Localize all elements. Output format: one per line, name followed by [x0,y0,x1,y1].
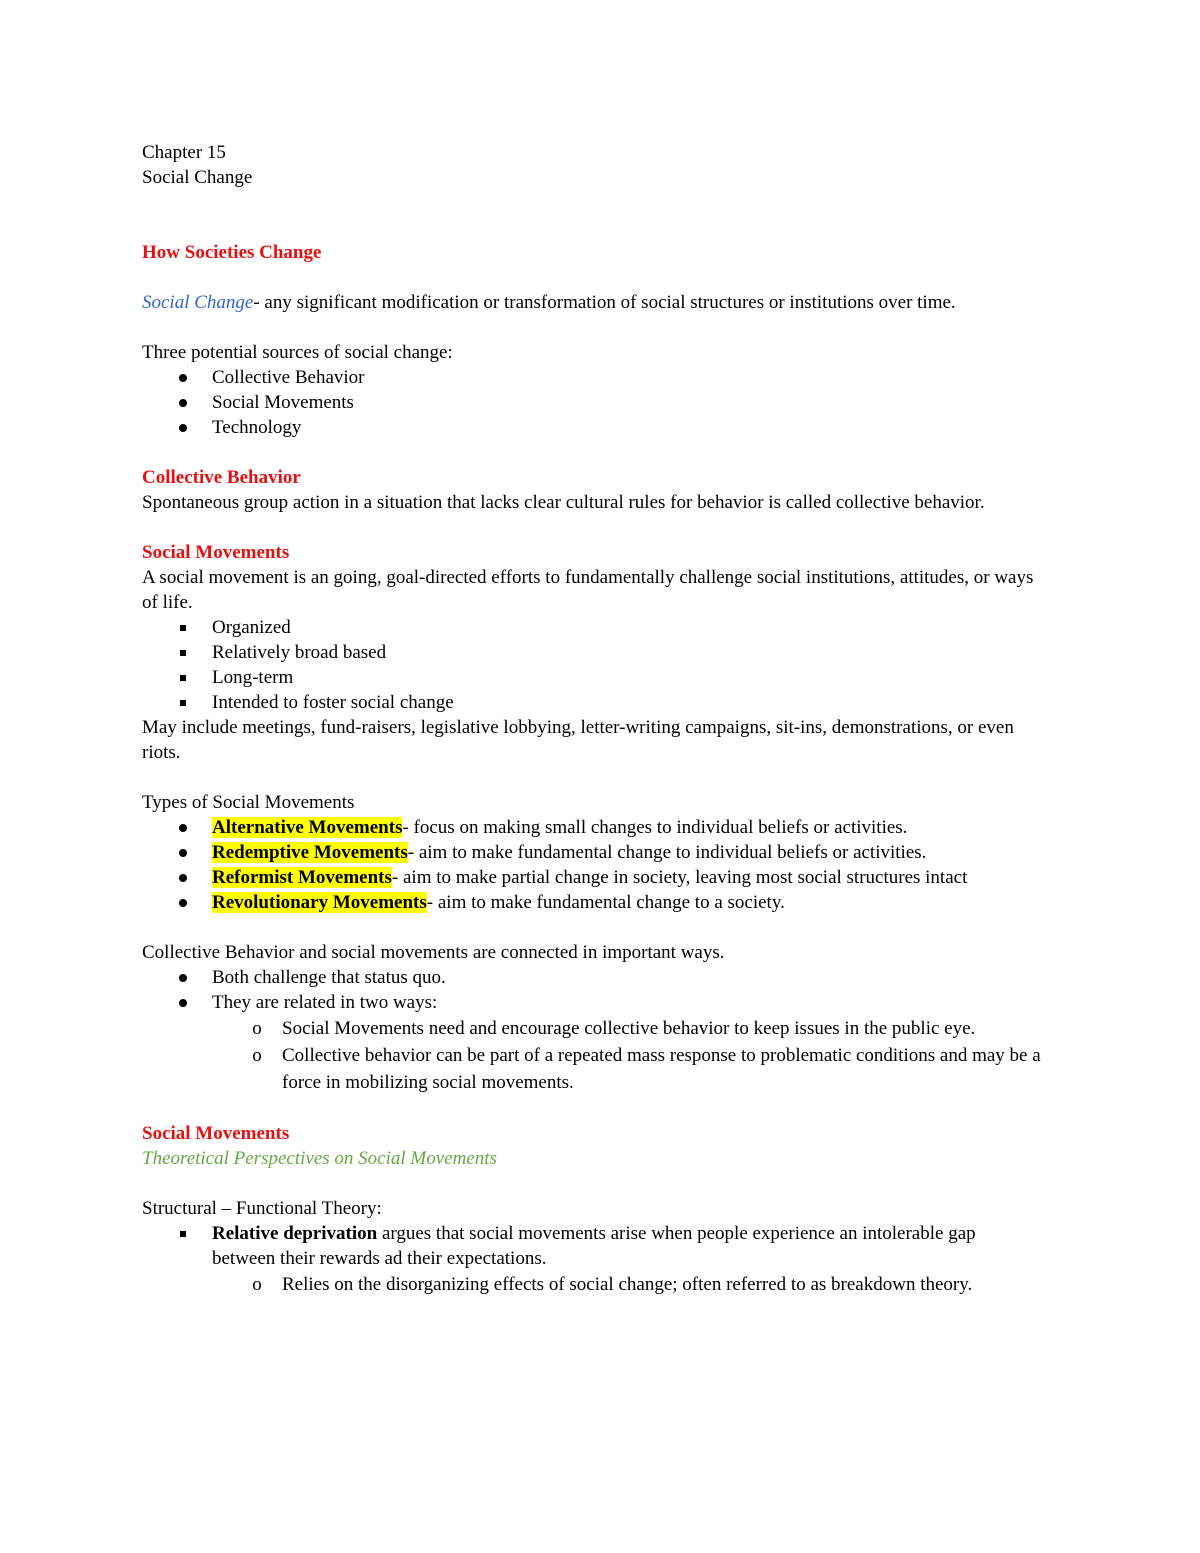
connection-sublist [142,1015,1042,1096]
bullet-circle-icon: o [252,1274,262,1295]
type-name: Redemptive Movements [212,842,408,863]
term-social-change: Social Change [142,292,254,313]
collective-behavior-text: Spontaneous group action in a situation that lacks clear cultural rules for behavior is called collective behavior. [142,492,985,513]
list-item: o Collective behavior can be part of a repeated mass response to problematic conditions and may be a force in mobilizing social movements. [142,1042,1042,1096]
types-list [142,815,1042,915]
list-item: Collective Behavior [212,367,365,388]
list-item: Organized [212,617,291,638]
list-item: They are related in two ways: [212,992,438,1013]
theory-sublist [142,1271,1042,1298]
sources-intro: Three potential sources of social change: [142,342,453,363]
list-item: Redemptive Movements- aim to make fundamental change to individual beliefs or activities. [212,842,927,863]
social-movement-text: A social movement is an going, goal-directed efforts to fundamentally challenge social institutions, attitudes, or ways of life. [142,567,1034,613]
list-item: Relatively broad based [212,642,387,663]
type-name: Alternative Movements [212,817,403,838]
list-item: Both challenge that status quo. [212,967,446,988]
sources-list [142,365,1042,440]
bullet-circle-icon: o [252,1018,262,1039]
theory-title: Structural – Functional Theory: [142,1198,382,1219]
traits-list [142,615,1042,715]
list-item: Long-term [212,667,294,688]
document-body [142,140,1042,1298]
subheading-theoretical-perspectives: Theoretical Perspectives on Social Movements [142,1148,497,1169]
list-item: Revolutionary Movements- aim to make fundamental change to a society. [212,892,785,913]
type-name: Reformist Movements [212,867,392,888]
connection-list [142,965,1042,1015]
list-item: Intended to foster social change [212,692,454,713]
chapter-number: Chapter 15 [142,142,226,163]
heading-how-societies-change: How Societies Change [142,242,322,263]
social-change-definition [142,290,1042,315]
list-item: Social Movements [212,392,354,413]
list-item: Reformist Movements- aim to make partial change in society, leaving most social structures intact [212,867,968,888]
type-name: Revolutionary Movements [212,892,427,913]
types-intro: Types of Social Movements [142,792,355,813]
theory-list [142,1221,1042,1271]
list-item: Relative deprivation argues that social movements arise when people experience an intolerable gap between their rewards ad their expectations. [212,1223,976,1269]
list-item: Alternative Movements- focus on making small changes to individual beliefs or activities. [212,817,908,838]
chapter-title: Social Change [142,167,253,188]
activities-text: May include meetings, fund-raisers, legislative lobbying, letter-writing campaigns, sit-ins, demonstrations, or even riots. [142,717,1014,763]
term-relative-deprivation: Relative deprivation [212,1223,378,1244]
connection-intro: Collective Behavior and social movements are connected in important ways. [142,942,725,963]
bullet-circle-icon: o [252,1045,262,1066]
heading-social-movements-2: Social Movements [142,1123,290,1144]
heading-collective-behavior: Collective Behavior [142,467,301,488]
list-item: o Social Movements need and encourage collective behavior to keep issues in the public eye. [142,1015,1042,1042]
heading-social-movements: Social Movements [142,542,290,563]
list-item: Technology [212,417,302,438]
list-item: o Relies on the disorganizing effects of social change; often referred to as breakdown theory. [142,1271,1042,1298]
definition-text: - any significant modification or transformation of social structures or institutions over time. [253,292,956,313]
